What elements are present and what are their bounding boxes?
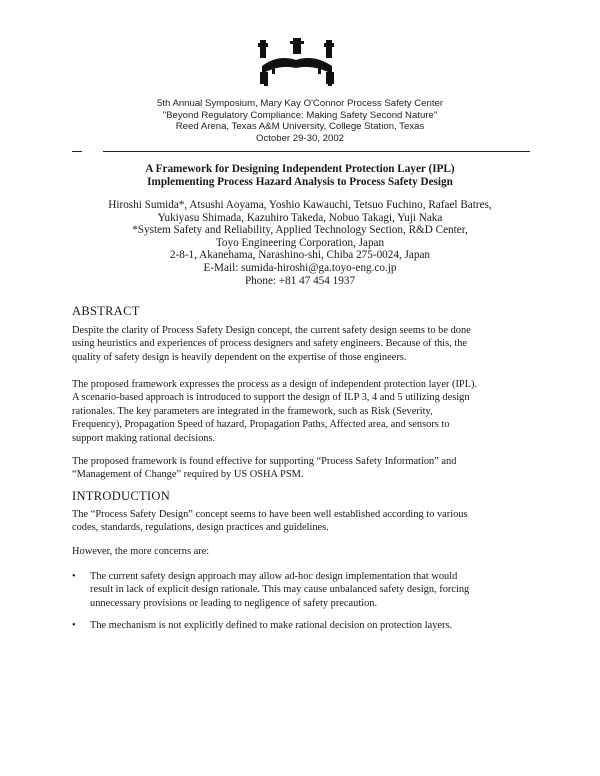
text-line: The current safety design approach may allow ad-hoc design implementation that would [90,571,458,582]
abstract-paragraph-1 [72,324,534,364]
introduction-heading: INTRODUCTION [72,489,171,503]
event-line: Reed Arena, Texas A&M University, College Station, Texas [175,121,425,133]
text-line: codes, standards, regulations, design practices and guidelines. [72,522,329,534]
text-line: quality of safety design is heavily dependent on the expertise of those engineers. [72,351,407,363]
affiliation-line: *System Safety and Reliability, Applied Technology Section, R&D Center, [132,224,468,237]
event-line: "Beyond Regulatory Compliance: Making Safety Second Nature" [162,109,438,121]
bullet-icon: • [72,571,76,582]
bullet-icon: • [72,620,76,631]
event-line: 5th Annual Symposium, Mary Kay O'Connor Process Safety Center [156,98,444,109]
text-line: result in lack of explicit design rationale. This may cause unbalanced safety design, forcing [90,584,470,596]
introduction-paragraph-1 [72,508,534,535]
text-line: unnecessary provisions or leading to negligence of safety precaution. [90,597,378,609]
title-line: Implementing Process Hazard Analysis to Process Safety Design [147,176,453,189]
text-line: Frequency), Propagation Speed of hazard, Propagation Paths, Affected area, and sensors to [72,419,450,431]
text-line: A scenario-based approach is introduced to support the design of ILP 3, 4 and 5 utilizing design [72,392,470,404]
text-line: Despite the clarity of Process Safety Design concept, the current safety design seems to be done [72,325,471,336]
text-line: support making rational decisions. [72,432,216,444]
paper-title [60,163,540,189]
author-line: Hiroshi Sumida*, Atsushi Aoyama, Yoshio Kawauchi, Tetsuo Fuchino, Rafael Batres, [108,199,492,211]
abstract-heading: ABSTRACT [72,304,140,318]
text-line: using heuristics and experiences of process designers and safety engineers. Because of this, the [72,338,468,350]
symposium-logo [258,38,338,88]
text-line: However, the more concerns are: [72,546,210,557]
author-line: Yukiyasu Shimada, Kazuhiro Takeda, Nobuo Takagi, Yuji Naka [157,211,443,224]
phone-line: Phone: +81 47 454 1937 [244,274,356,287]
text-line: The “Process Safety Design” concept seems to have been well established according to various [72,509,468,520]
text-line: The proposed framework expresses the process as a design of independent protection layer (IPL). [72,379,478,390]
abstract-paragraph-2 [72,378,534,445]
header-divider [103,151,530,152]
text-line: rationales. The key parameters are integrated in the framework, such as Risk (Severity, [72,405,433,417]
event-header [80,98,520,144]
title-line: A Framework for Designing Independent Protection Layer (IPL) [145,163,455,175]
author-block [60,199,540,287]
text-line: “Management of Change” required by US OSHA PSM. [72,469,304,481]
text-line: The proposed framework is found effective for supporting “Process Safety Information” and [72,456,457,467]
address-line: 2-8-1, Akanehama, Narashino-shi, Chiba 275-0024, Japan [169,249,431,262]
abstract-paragraph-3 [72,455,534,482]
affiliation-line: Toyo Engineering Corporation, Japan [215,236,385,249]
divider-mark [72,151,82,152]
email-line: E-Mail: sumida-hiroshi@ga.toyo-eng.co.jp [203,261,397,274]
text-line: The mechanism is not explicitly defined to make rational decision on protection layers. [90,620,453,631]
event-date: October 29-30, 2002 [255,132,344,144]
introduction-paragraph-2 [72,545,534,558]
